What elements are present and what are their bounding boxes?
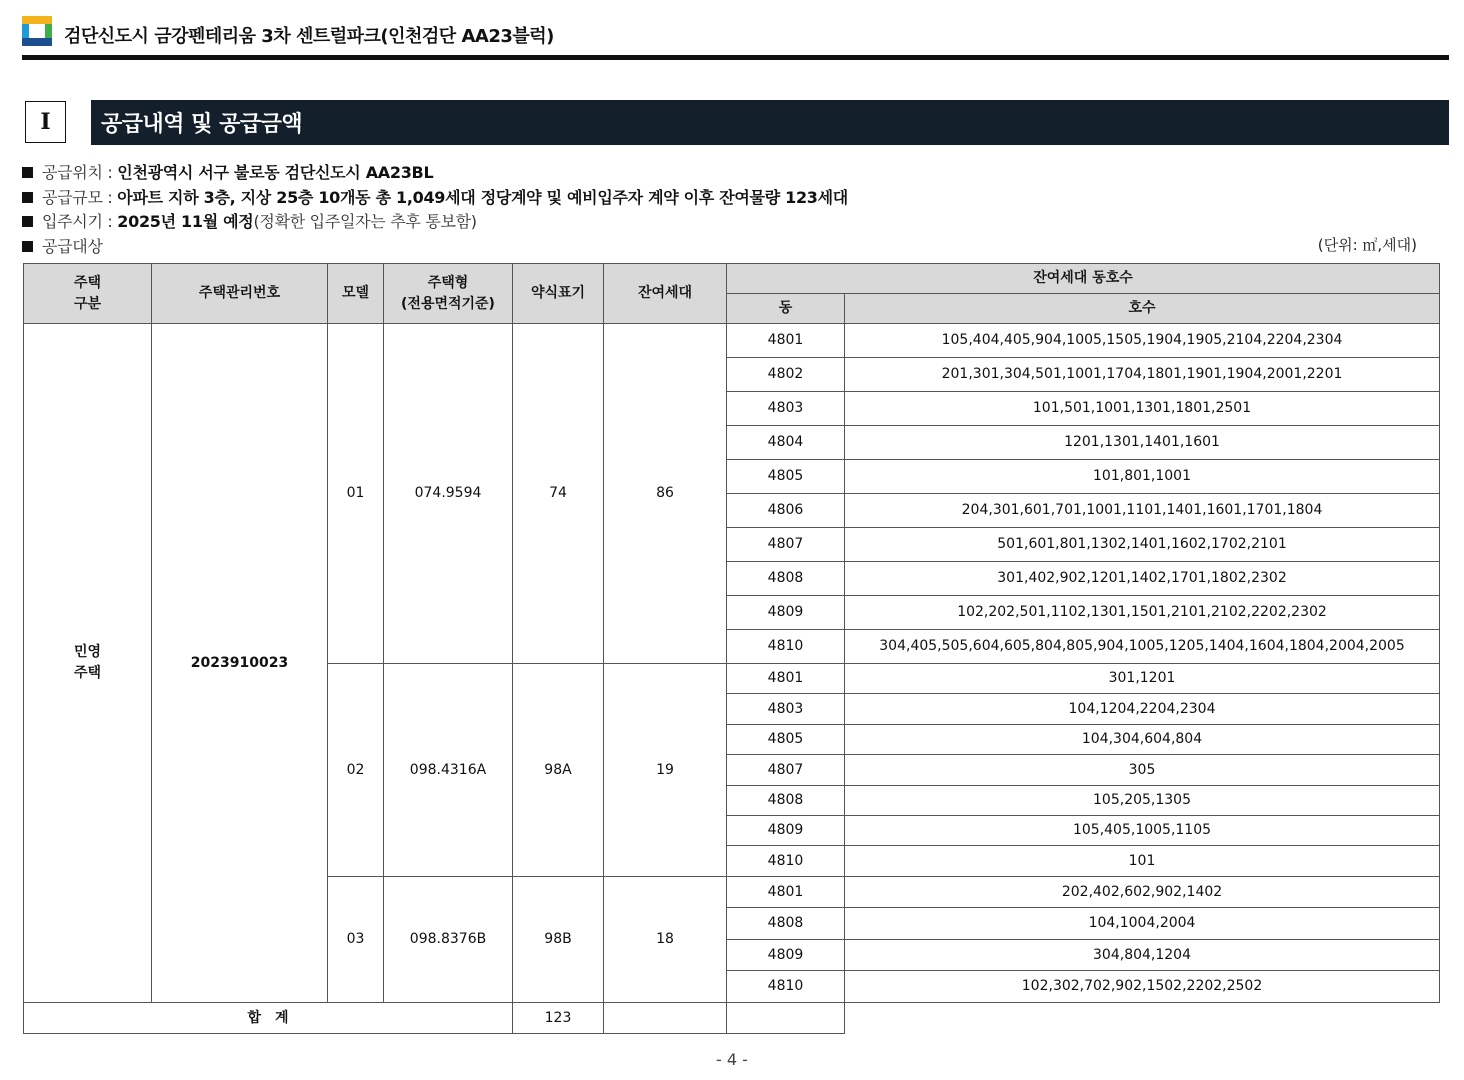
dong-cell: 4807 bbox=[727, 528, 845, 562]
dong-cell: 4808 bbox=[727, 786, 845, 816]
dong-cell: 4802 bbox=[727, 358, 845, 392]
ho-cell: 305 bbox=[845, 755, 1440, 786]
ho-cell: 301,402,902,1201,1402,1701,1802,2302 bbox=[845, 562, 1440, 596]
bullet-square-icon bbox=[22, 241, 33, 252]
document-header bbox=[22, 14, 1449, 60]
dong-cell: 4809 bbox=[727, 596, 845, 630]
remaining-units-cell: 19 bbox=[604, 664, 727, 877]
ho-cell: 104,1204,2204,2304 bbox=[845, 694, 1440, 725]
info-location bbox=[22, 160, 433, 183]
header-ho: 호수 bbox=[845, 294, 1440, 324]
abbreviation-cell: 98A bbox=[513, 664, 604, 877]
dong-cell: 4803 bbox=[727, 694, 845, 725]
total-label-cell: 합 계 bbox=[24, 1003, 513, 1034]
dong-cell: 4801 bbox=[727, 877, 845, 908]
dong-cell: 4804 bbox=[727, 426, 845, 460]
ho-cell: 204,301,601,701,1001,1101,1401,1601,1701,1804 bbox=[845, 494, 1440, 528]
housing-type-cell: 074.9594 bbox=[384, 324, 513, 664]
ho-cell: 1201,1301,1401,1601 bbox=[845, 426, 1440, 460]
total-value-cell: 123 bbox=[513, 1003, 604, 1034]
dong-cell: 4809 bbox=[727, 940, 845, 971]
ho-cell: 102,302,702,902,1502,2202,2502 bbox=[845, 971, 1440, 1003]
dong-cell: 4805 bbox=[727, 725, 845, 755]
ho-cell: 104,304,604,804 bbox=[845, 725, 1440, 755]
document-title: 검단신도시 금강펜테리움 3차 센트럴파크(인천검단 AA23블럭) bbox=[64, 26, 554, 47]
header-text: 주택형 bbox=[427, 274, 469, 291]
ho-cell: 301,1201 bbox=[845, 664, 1440, 694]
supply-table bbox=[23, 263, 1440, 1034]
dong-cell: 4806 bbox=[727, 494, 845, 528]
header-housing-type bbox=[384, 264, 513, 324]
bullet-square-icon bbox=[22, 192, 33, 203]
table-row bbox=[24, 324, 1440, 358]
ho-cell: 105,205,1305 bbox=[845, 786, 1440, 816]
ho-cell: 202,402,602,902,1402 bbox=[845, 877, 1440, 908]
info-label: 공급위치 : bbox=[42, 163, 118, 182]
page-number: - 4 - bbox=[716, 1050, 748, 1069]
info-scale bbox=[22, 185, 848, 208]
cell-text: 주택 bbox=[73, 665, 102, 681]
info-label: 공급규모 : bbox=[42, 188, 118, 207]
info-note: (정확한 입주일자는 추후 통보함) bbox=[253, 212, 477, 231]
section-title: 공급내역 및 공급금액 bbox=[91, 100, 1449, 145]
ho-cell: 501,601,801,1302,1401,1602,1702,2101 bbox=[845, 528, 1440, 562]
housing-type-cell: 098.8376B bbox=[384, 877, 513, 1003]
total-ho-cell bbox=[727, 1003, 845, 1034]
bullet-square-icon bbox=[22, 167, 33, 178]
remaining-units-cell: 86 bbox=[604, 324, 727, 664]
ho-cell: 101,801,1001 bbox=[845, 460, 1440, 494]
info-label: 공급대상 bbox=[42, 237, 103, 256]
info-value: 아파트 지하 3층, 지상 25층 10개동 총 1,049세대 정당계약 및 예비입주자 계약 이후 잔여물량 123세대 bbox=[117, 188, 848, 207]
dong-cell: 4807 bbox=[727, 755, 845, 786]
header-dong: 동 bbox=[727, 294, 845, 324]
dong-cell: 4808 bbox=[727, 562, 845, 596]
model-cell: 03 bbox=[328, 877, 384, 1003]
ho-cell: 304,405,505,604,605,804,805,904,1005,1205,1404,1604,1804,2004,2005 bbox=[845, 630, 1440, 664]
header-management-number: 주택관리번호 bbox=[152, 264, 328, 324]
dong-cell: 4805 bbox=[727, 460, 845, 494]
info-move-in bbox=[22, 209, 477, 232]
ho-cell: 101 bbox=[845, 846, 1440, 877]
housing-type-cell: 098.4316A bbox=[384, 664, 513, 877]
ho-cell: 104,1004,2004 bbox=[845, 908, 1440, 940]
header-model: 모델 bbox=[328, 264, 384, 324]
info-value: 인천광역시 서구 불로동 검단신도시 AA23BL bbox=[117, 163, 434, 182]
dong-cell: 4808 bbox=[727, 908, 845, 940]
ho-cell: 105,405,1005,1105 bbox=[845, 816, 1440, 846]
ho-cell: 105,404,405,904,1005,1505,1904,1905,2104,2204,2304 bbox=[845, 324, 1440, 358]
info-label: 입주시기 : bbox=[42, 212, 118, 231]
remaining-units-cell: 18 bbox=[604, 877, 727, 1003]
header-divider bbox=[22, 55, 1449, 60]
housing-category-cell bbox=[24, 324, 152, 1003]
ho-cell: 102,202,501,1102,1301,1501,2101,2102,2202,2302 bbox=[845, 596, 1440, 630]
abbreviation-cell: 74 bbox=[513, 324, 604, 664]
section-number: I bbox=[25, 101, 66, 143]
cell-text: 민영 bbox=[73, 644, 102, 660]
abbreviation-cell: 98B bbox=[513, 877, 604, 1003]
dong-cell: 4809 bbox=[727, 816, 845, 846]
dong-cell: 4801 bbox=[727, 324, 845, 358]
header-text: (전용면적기준) bbox=[401, 295, 495, 312]
header-remaining-units: 잔여세대 bbox=[604, 264, 727, 324]
header-abbreviation: 약식표기 bbox=[513, 264, 604, 324]
header-housing-category bbox=[24, 264, 152, 324]
ho-cell: 304,804,1204 bbox=[845, 940, 1440, 971]
header-text: 구분 bbox=[73, 295, 102, 312]
dong-cell: 4810 bbox=[727, 630, 845, 664]
model-cell: 02 bbox=[328, 664, 384, 877]
company-logo-icon bbox=[22, 16, 52, 46]
dong-cell: 4810 bbox=[727, 971, 845, 1003]
ho-cell: 101,501,1001,1301,1801,2501 bbox=[845, 392, 1440, 426]
dong-cell: 4801 bbox=[727, 664, 845, 694]
bullet-square-icon bbox=[22, 216, 33, 227]
dong-cell: 4810 bbox=[727, 846, 845, 877]
total-dong-cell bbox=[604, 1003, 727, 1034]
header-text: 주택 bbox=[73, 274, 102, 291]
dong-cell: 4803 bbox=[727, 392, 845, 426]
info-value: 2025년 11월 예정 bbox=[117, 212, 254, 231]
unit-note: (단위: ㎡,세대) bbox=[1317, 236, 1417, 254]
info-target bbox=[22, 234, 103, 257]
ho-cell: 201,301,304,501,1001,1704,1801,1901,1904,2001,2201 bbox=[845, 358, 1440, 392]
management-number-cell: 2023910023 bbox=[152, 324, 328, 1003]
total-row bbox=[24, 1003, 1440, 1034]
header-remaining-dongho: 잔여세대 동호수 bbox=[727, 264, 1440, 294]
model-cell: 01 bbox=[328, 324, 384, 664]
